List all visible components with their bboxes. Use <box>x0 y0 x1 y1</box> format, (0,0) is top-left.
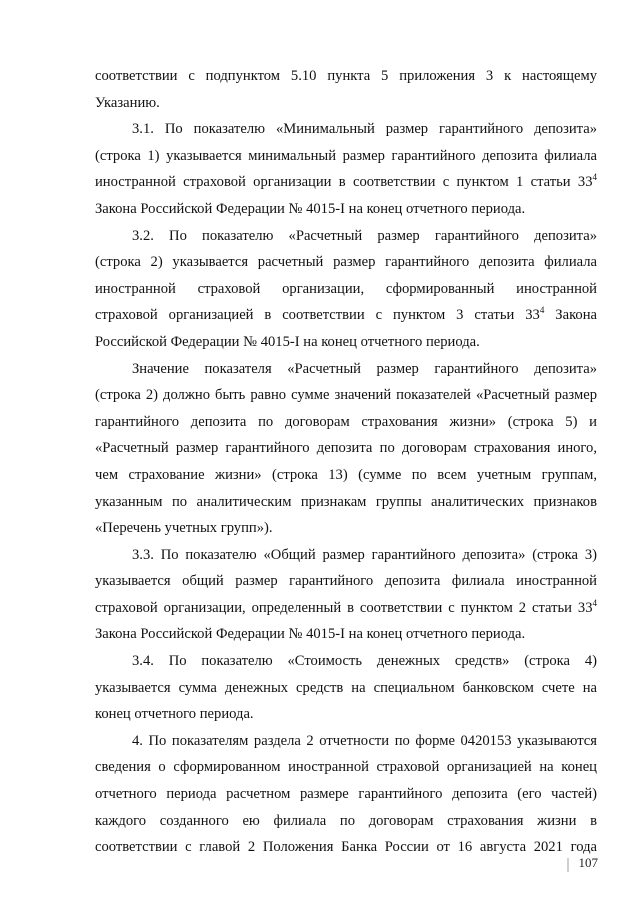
text-line-content: страховой организации, определенный в соответствии с пунктом 2 статьи 33 <box>95 599 593 616</box>
text-line <box>95 621 597 648</box>
text-line-content: (строка 2) указывается расчетный размер гарантийного депозита филиала <box>95 254 597 271</box>
text-line-content: страховой организацией в соответствии с пунктом 3 статьи 33 <box>95 307 540 324</box>
text-line-content: соответствии с подпунктом 5.10 пункта 5 приложения 3 к настоящему <box>95 68 597 84</box>
text-line-content: 3.2. По показателю «Расчетный размер гарантийного депозита» <box>132 227 597 244</box>
text-line-content: иностранной страховой организации, сформированный иностранной <box>95 280 597 297</box>
text-line <box>95 462 597 489</box>
text-line <box>95 196 597 223</box>
text-line <box>95 701 597 728</box>
text-line-content: Российской Федерации № 4015-I на конец отчетного периода. <box>95 333 480 350</box>
text-line-content: конец отчетного периода. <box>95 706 254 723</box>
footnote-superscript: 4 <box>539 305 545 316</box>
text-line-content: соответствии с главой 2 Положения Банка России от 16 августа 2021 года <box>95 839 597 856</box>
text-line-content: 3.1. По показателю «Минимальный размер гарантийного депозита» <box>132 121 597 138</box>
text-line-content: гарантийного депозита по договорам страхования жизни» (строка 5) и <box>95 413 597 430</box>
text-line-content: Значение показателя «Расчетный размер гарантийного депозита» <box>132 360 597 377</box>
text-line-content: указывается общий размер гарантийного депозита филиала иностранной <box>95 573 597 590</box>
text-line <box>95 728 597 755</box>
text-line <box>95 356 597 383</box>
text-line <box>95 382 597 409</box>
text-line <box>95 302 597 329</box>
text-line <box>95 435 597 462</box>
text-line <box>95 223 597 250</box>
text-line <box>95 116 597 143</box>
text-line <box>95 542 597 569</box>
text-line-content: иностранной страховой организации в соответствии с пунктом 1 статьи 33 <box>95 174 593 191</box>
text-line-content: Указанию. <box>95 94 160 111</box>
text-line-content: 3.4. По показателю «Стоимость денежных средств» (строка 4) <box>132 653 597 670</box>
footnote-superscript: 4 <box>592 598 597 609</box>
text-line <box>95 568 597 595</box>
text-line-content: «Перечень учетных групп»). <box>95 520 273 537</box>
text-line-content: (строка 1) указывается минимальный размер гарантийного депозита филиала <box>95 147 597 164</box>
margin-mark <box>567 858 569 872</box>
text-line-content: «Расчетный размер гарантийного депозита по договорам страхования иного, <box>95 440 597 457</box>
text-line-tail: Закона <box>544 307 597 324</box>
text-line <box>95 515 597 542</box>
body-text <box>95 63 597 861</box>
text-line-content: отчетного периода расчетном размере гарантийного депозита (его частей) <box>95 786 597 803</box>
text-line <box>95 808 597 835</box>
text-line-content: указанным по аналитическим признакам группы аналитических признаков <box>95 493 597 510</box>
text-line <box>95 834 597 861</box>
text-line <box>95 249 597 276</box>
text-line <box>95 169 597 196</box>
text-line <box>95 329 597 356</box>
text-line-content: чем страхование жизни» (строка 13) (сумме по всем учетным группам, <box>95 466 597 483</box>
text-line <box>95 143 597 170</box>
text-line <box>95 63 597 90</box>
text-line-content: 4. По показателям раздела 2 отчетности по форме 0420153 указываются <box>132 732 597 749</box>
text-line-content: указывается сумма денежных средств на специальном банковском счете на <box>95 679 597 696</box>
text-line <box>95 754 597 781</box>
footnote-superscript: 4 <box>592 172 597 183</box>
text-line-content: Закона Российской Федерации № 4015-I на конец отчетного периода. <box>95 626 526 643</box>
text-line-content: Закона Российской Федерации № 4015-I на конец отчетного периода. <box>95 200 526 217</box>
text-line-content: (строка 2) должно быть равно сумме значений показателей «Расчетный размер <box>95 387 597 404</box>
text-line <box>95 409 597 436</box>
text-line-content: сведения о сформированном иностранной страховой организацией на конец <box>95 759 597 776</box>
text-line <box>95 675 597 702</box>
page-number: 107 <box>578 855 598 870</box>
text-line <box>95 90 597 117</box>
text-line <box>95 781 597 808</box>
text-line-content: каждого созданного ею филиала по договорам страхования жизни в <box>95 812 597 829</box>
text-line <box>95 276 597 303</box>
text-line <box>95 648 597 675</box>
text-line <box>95 595 597 622</box>
text-line <box>95 489 597 516</box>
text-line-content: 3.3. По показателю «Общий размер гарантийного депозита» (строка 3) <box>132 546 597 563</box>
